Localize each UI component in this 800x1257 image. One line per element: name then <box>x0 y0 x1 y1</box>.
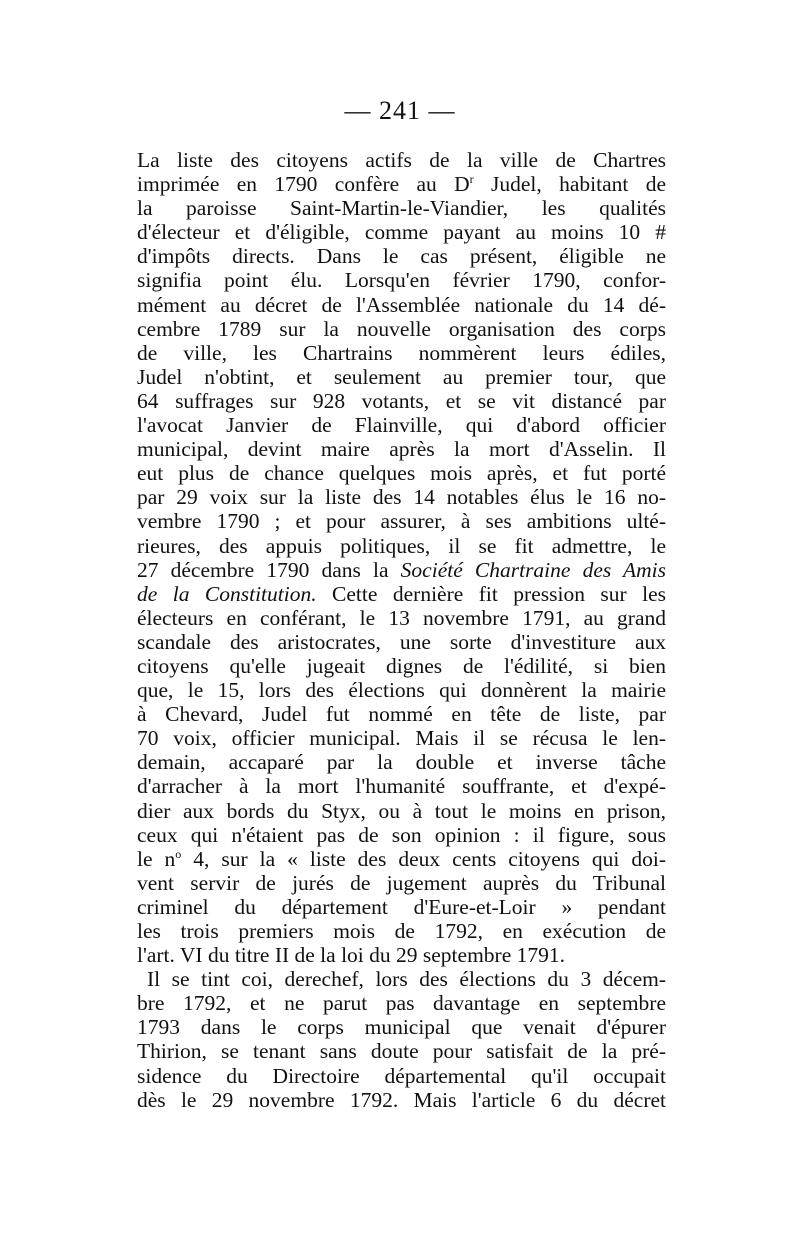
superscript: o <box>175 846 182 861</box>
superscript: r <box>469 172 474 187</box>
text-line: cembre 1789 sur la nouvelle organisation des corps <box>137 316 666 341</box>
text-line <box>137 847 666 871</box>
text-line <box>137 582 666 606</box>
text-line: La liste des citoyens actifs de la ville de Chartres <box>137 148 666 172</box>
text-line: citoyens qu'elle jugeait dignes de l'édilité, si bien <box>137 653 666 678</box>
paragraph-1 <box>137 148 666 967</box>
text-line: 1793 dans le corps municipal que venait d'épurer <box>137 1015 666 1040</box>
page-number: — 241 — <box>344 96 456 125</box>
body-text <box>137 148 666 1112</box>
text-line: demain, accaparé par la double et inverse tâche <box>137 750 666 775</box>
text-line: électeurs en conférant, le 13 novembre 1791, au grand <box>137 605 666 630</box>
text-span: Judel, habitant de <box>473 172 667 197</box>
text-span: 4, sur la « liste des deux cents citoyens qui doi- <box>181 846 666 871</box>
text-span: 27 décembre 1790 dans la <box>137 557 401 582</box>
paragraph-2 <box>137 967 666 1112</box>
text-line: vembre 1790 ; et pour assurer, à ses ambitions ulté- <box>137 509 666 534</box>
text-line: rieures, des appuis politiques, il se fit admettre, le <box>137 533 666 558</box>
text-line: par 29 voix sur la liste des 14 notables élus le 16 no- <box>137 485 666 510</box>
text-line: signifia point élu. Lorsqu'en février 1790, confor- <box>137 268 666 293</box>
text-line: la paroisse Saint-Martin-le-Viandier, les qualités <box>137 196 666 221</box>
text-line: que, le 15, lors des élections qui donnèrent la mairie <box>137 678 666 703</box>
text-line: municipal, devint maire après la mort d'Asselin. Il <box>137 437 666 462</box>
text-span: le n <box>137 846 176 871</box>
italic-society-name: Société Chartraine des Amis <box>400 557 666 582</box>
text-line: Il se tint coi, derechef, lors des élections du 3 décem- <box>147 967 666 992</box>
text-line: vent servir de jurés de jugement auprès du Tribunal <box>137 870 666 895</box>
text-line: bre 1792, et ne parut pas davantage en septembre <box>137 991 666 1016</box>
text-line: l'art. VI du titre II de la loi du 29 septembre 1791. <box>137 943 565 968</box>
text-line: à Chevard, Judel fut nommé en tête de liste, par <box>137 702 666 727</box>
text-line: dier aux bords du Styx, ou à tout le moins en prison, <box>137 798 666 823</box>
text-span: Cette dernière fit pression sur les <box>316 581 666 606</box>
text-line: scandale des aristocrates, une sorte d'investiture aux <box>137 629 666 654</box>
text-line: dès le 29 novembre 1792. Mais l'article 6 du décret <box>137 1087 666 1112</box>
text-line: d'arracher à la mort l'humanité souffrante, et d'expé- <box>137 774 666 799</box>
text-line: sidence du Directoire départemental qu'il occupait <box>137 1063 666 1088</box>
text-line: Judel n'obtint, et seulement au premier tour, que <box>137 364 666 389</box>
text-line: l'avocat Janvier de Flainville, qui d'abord officier <box>137 413 666 438</box>
text-line: mément au décret de l'Assemblée nationale du 14 dé- <box>137 292 666 317</box>
text-line: eut plus de chance quelques mois après, et fut porté <box>137 461 666 486</box>
text-line: Thirion, se tenant sans doute pour satisfait de la pré- <box>137 1039 666 1064</box>
text-line: d'impôts directs. Dans le cas présent, éligible ne <box>137 244 666 269</box>
text-line: criminel du département d'Eure-et-Loir » pendant <box>137 894 666 919</box>
text-line: 70 voix, officier municipal. Mais il se récusa le len- <box>137 726 666 751</box>
italic-society-name: de la Constitution. <box>137 581 317 606</box>
text-line: ceux qui n'étaient pas de son opinion : il figure, sous <box>137 822 666 847</box>
text-line: de ville, les Chartrains nommèrent leurs édiles, <box>137 340 666 365</box>
text-line <box>137 172 666 196</box>
text-line: les trois premiers mois de 1792, en exécution de <box>137 919 666 943</box>
text-line: 64 suffrages sur 928 votants, et se vit distancé par <box>137 388 666 413</box>
text-line: d'électeur et d'éligible, comme payant au moins 10 # <box>137 220 666 245</box>
text-line <box>137 558 666 582</box>
text-span: imprimée en 1790 confère au D <box>137 172 470 197</box>
